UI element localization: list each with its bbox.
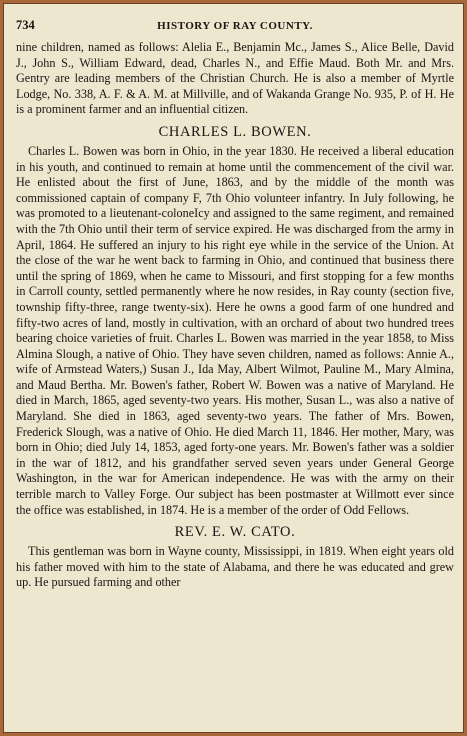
heading-charles-bowen: CHARLES L. BOWEN. — [158, 123, 312, 140]
book-page — [16, 18, 454, 730]
paragraph-gentry-continued: nine children, named as follows: Alelia E., Benjamin Mc., James S., Alice Belle, David J., John S., William Edward, dead, Charles N., and Effie Maud. Both Mr. and Mrs. Gentry are leading members of the Christian Church. He is also a member of Myrtle Lodge, No. 338, A. F. & A. M. at Millville, and of Wakanda Grange No. 935, P. of H. He is a prominent farmer and an influential citizen. — [16, 40, 454, 117]
running-title: HISTORY OF RAY COUNTY. — [157, 20, 313, 32]
page-frame — [3, 3, 464, 733]
page-number: 734 — [16, 18, 35, 32]
heading-rev-cato: REV. E. W. CATO. — [174, 524, 296, 541]
paragraph-charles-bowen: Charles L. Bowen was born in Ohio, in the year 1830. He received a liberal education in his youth, and continued to remain at home until the commencement of the civil war. He enlisted about the first of June, 1863, and by the middle of the month was commissioned captain of company F, 7th Ohio volunteer infantry. In July following, he was promoted to a lieutenant-coloneIcy and assigned to the same regiment, and remained with the 7th Ohio until their term of service expired. He was discharged from the army in April, 1864. He suffered an injury to his right eye while in the service of the Union. At the close of the war he went back to farming in Ohio, and continued that business there until the spring of 1869, when he came to Missouri, and first stopping for a few months in Carroll county, settled permanently where he now resides, in Ray county (section five, township fifty-three, range twenty-six). Here he owns a good farm of one hundred and fifty-two acres of land, mostly in cultivation, with an orchard of about two hundred trees bearing choice varieties of fruit. Charles L. Bowen was married in the year 1858, to Miss Almina Slough, a native of Ohio. They have seven children, named as follows: Annie A., wife of Armstead Waters,) Susan J., Ida May, Albert Wilmot, Pauline M., Mary Almina, and Maud Bertha. Mr. Bowen's father, Robert W. Bowen was a native of Maryland. He died in March, 1865, aged seventy-two years. His mother, Susan L., was also a native of Maryland. She died in 1863, aged seventy-two years. The father of Mrs. Bowen, Frederick Slough, was a native of Ohio. He died March 11, 1846. Her mother, Mary, was born in Ohio; died July 14, 1853, aged forty-one years. Mr. Bowen's father was a soldier in the war of 1812, and his grandfather served seven years under General George Washington, in the war for American independence. He was with the army on their terrible march to Valley Forge. Our subject has been postmaster at Willmott ever since the office was established, in 1874. He is a member of the order of Odd Fellows. — [16, 143, 454, 517]
paragraph-rev-cato: This gentleman was born in Wayne county, Mississippi, in 1819. When eight years old his father moved with him to the state of Alabama, and there he was educated and grew up. He pursued farming and other — [16, 544, 454, 590]
page-header — [16, 18, 454, 40]
